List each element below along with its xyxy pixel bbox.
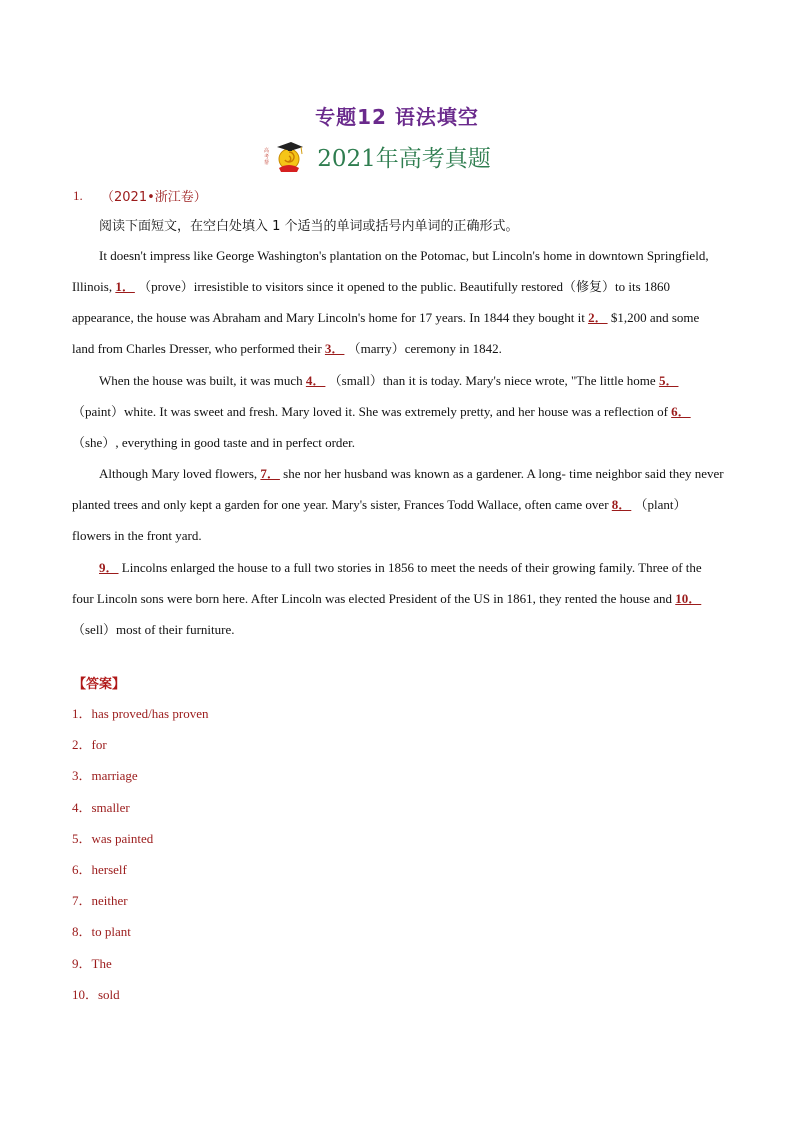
graduate-mascot-icon bbox=[263, 138, 311, 174]
blank-9: 9． bbox=[99, 560, 119, 575]
answer-item: 6．herself bbox=[72, 861, 127, 877]
svg-text:帮: 帮 bbox=[264, 161, 270, 166]
answer-item: 7．neither bbox=[72, 893, 128, 909]
passage-paragraph-1: It doesn't impress like George Washington's plantation on the Potomac, but Lincoln's home in downtown Springfield, Illinois, 1． （prove）irresistible to visitors since it opened to the public. Beautifully restored（修复）to its 1860 appearance, the house was Abraham and Mary Lincoln's home for 17 years. In 1844 they bought it 2． $1,200 and some land from Charles Dresser, who performed their 3． （marry）ceremony in 1842. bbox=[72, 248, 709, 356]
answer-item: 8．to plant bbox=[72, 924, 131, 940]
blank-10: 10． bbox=[675, 591, 702, 606]
passage-paragraph-2: When the house was built, it was much 4． （small）than it is today. Mary's niece wrote, "The little home 5． （paint）white. It was sweet and fresh. Mary loved it. She was extremely pretty, and her house was a reflection of 6． （she）, everything in good taste and in perfect order. bbox=[72, 373, 691, 450]
answer-heading: 【答案】 bbox=[73, 677, 126, 692]
answer-item: 3．marriage bbox=[72, 768, 138, 784]
question-instruction: 阅读下面短文，在空白处填入 1 个适当的单词或括号内单词的正确形式。 bbox=[99, 219, 519, 234]
blank-4: 4． bbox=[305, 373, 326, 388]
blank-5: 5． bbox=[658, 373, 679, 388]
svg-text:考: 考 bbox=[264, 155, 270, 160]
blank-8: 8． bbox=[611, 497, 632, 512]
passage-paragraph-4: 9． Lincolns enlarged the house to a full two stories in 1856 to meet the needs of their growing family. Three of the four Lincoln sons were born here. After Lincoln was elected President of the US in 1861, they rented the house and 10． （sell）most of their furniture. bbox=[72, 560, 702, 637]
blank-1: 1． bbox=[115, 279, 135, 294]
answer-list bbox=[72, 703, 208, 1015]
question-source: （2021•浙江卷） bbox=[101, 190, 207, 205]
question-number: 1. bbox=[73, 188, 83, 203]
document-title: 专题12 语法填空 bbox=[315, 105, 479, 129]
answer-item: 9．The bbox=[72, 955, 112, 971]
blank-7: 7． bbox=[260, 466, 280, 481]
answer-item: 5．was painted bbox=[72, 830, 154, 846]
document-subtitle: 2021年高考真题 bbox=[317, 145, 491, 172]
blank-3: 3． bbox=[324, 341, 345, 356]
passage-paragraph-3: Although Mary loved flowers, 7． she nor her husband was known as a gardener. A long- time neighbor said they never planted trees and only kept a garden for one year. Mary's sister, Frances Todd Wallace, often came over 8． （plant）flowers in the front yard. bbox=[72, 466, 724, 543]
answer-item: 4．smaller bbox=[72, 799, 130, 815]
blank-6: 6． bbox=[671, 404, 691, 419]
svg-text:高: 高 bbox=[264, 149, 270, 154]
blank-2: 2． bbox=[588, 310, 608, 325]
answer-item: 2．for bbox=[72, 737, 107, 753]
subtitle-row bbox=[0, 136, 794, 176]
answer-item: 10．sold bbox=[72, 986, 120, 1002]
answer-item: 1．has proved/has proven bbox=[72, 706, 209, 721]
